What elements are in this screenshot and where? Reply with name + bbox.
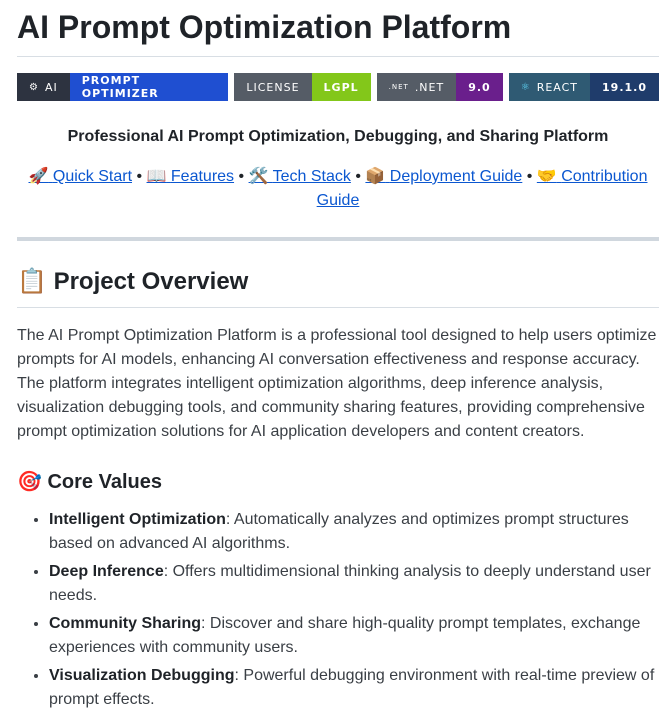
core-values-list — [17, 508, 659, 712]
handshake-icon: 🤝 — [536, 168, 557, 185]
badge-dotnet[interactable]: .NET .NET 9.0 — [377, 73, 503, 101]
link-quick-start[interactable]: 🚀 Quick Start — [28, 168, 133, 185]
badge-react[interactable]: ⚛ REACT 19.1.0 — [509, 73, 659, 101]
list-item: • Visualization Debugging: Powerful debugging environment with real-time preview of prompt effects. — [49, 664, 659, 712]
badge-ai-prompt-optimizer[interactable]: ⚙ AI PROMPT OPTIMIZER — [17, 73, 228, 101]
book-icon: 📖 — [146, 168, 167, 185]
badge-license[interactable]: LICENSE LGPL — [234, 73, 370, 101]
react-icon: ⚛ — [520, 81, 531, 93]
badge-row — [17, 73, 659, 101]
page-title: AI Prompt Optimization Platform — [17, 0, 659, 57]
section-divider — [17, 237, 659, 241]
dotnet-icon: .NET — [388, 83, 409, 91]
clipboard-icon: 📋 — [17, 268, 47, 295]
overview-heading: 📋 Project Overview — [17, 267, 659, 308]
link-tech-stack[interactable]: 🛠️ Tech Stack — [248, 168, 351, 185]
list-item: • Intelligent Optimization: Automatically analyzes and optimizes prompt structures based on advanced AI algorithms. — [49, 508, 659, 556]
target-icon: 🎯 — [17, 471, 42, 493]
list-item: • Deep Inference: Offers multidimensional thinking analysis to deeply understand user needs. — [49, 560, 659, 608]
openai-icon: ⚙ — [29, 81, 39, 93]
subtitle: Professional AI Prompt Optimization, Debugging, and Sharing Platform — [67, 128, 609, 145]
tools-icon: 🛠️ — [248, 168, 269, 185]
quick-links: 🚀 Quick Start • 📖 Features • 🛠️ Tech Stack • 📦 Deployment Guide • 🤝 Contribution Guide — [28, 168, 648, 209]
link-deployment-guide[interactable]: 📦 Deployment Guide — [365, 168, 523, 185]
core-values-heading: 🎯 Core Values — [17, 471, 162, 493]
overview-text: The AI Prompt Optimization Platform is a professional tool designed to help users optimize prompts for AI models, enhancing AI conversation effectiveness and response accuracy. The platform integrates intelligent optimization algorithms, deep inference analysis, visualization debugging tools, and community sharing features, providing comprehensive prompt optimization solutions for AI application developers and content creators. — [17, 327, 657, 440]
rocket-icon: 🚀 — [28, 168, 49, 185]
link-contribution-guide[interactable]: 🤝 Contribution Guide — [316, 168, 648, 209]
package-icon: 📦 — [365, 168, 386, 185]
list-item: • Community Sharing: Discover and share high-quality prompt templates, exchange experiences with community users. — [49, 612, 659, 660]
link-features[interactable]: 📖 Features — [146, 168, 235, 185]
